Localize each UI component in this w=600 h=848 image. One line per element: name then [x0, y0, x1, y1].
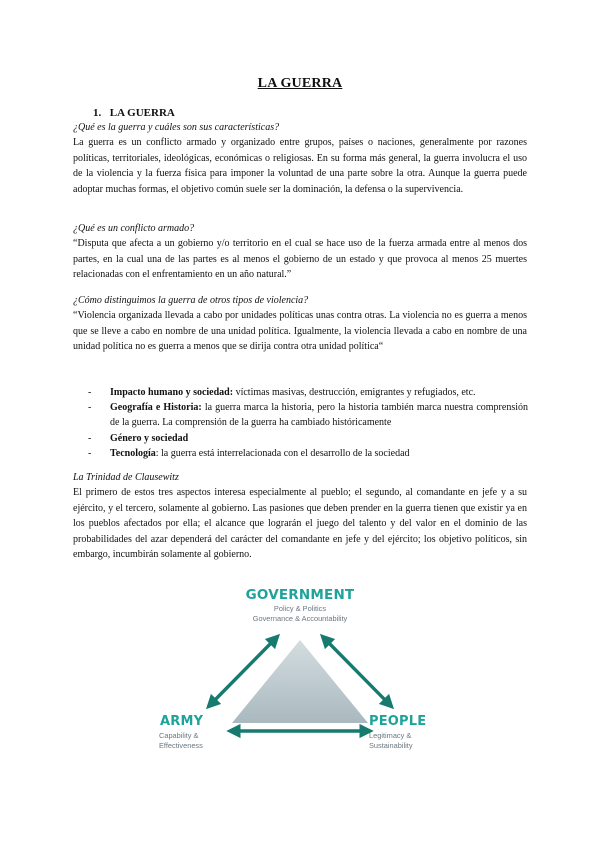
section-heading-text: LA GUERRA — [109, 107, 175, 119]
list-item — [88, 385, 528, 400]
list-item — [88, 431, 528, 446]
bullet-term: Tecnología — [110, 447, 156, 459]
document-title: LA GUERRA — [257, 76, 343, 91]
bullet-text: : la guerra está interrelacionada con el desarrollo de la sociedad — [155, 447, 410, 459]
trinity-diagram — [150, 583, 450, 765]
section-heading — [93, 107, 175, 119]
question-heading: ¿Qué es la guerra y cuáles son sus características? — [73, 122, 280, 133]
bullet-dash: - — [88, 402, 92, 414]
people-line-1: Legitimacy & — [369, 731, 412, 740]
definition-block — [73, 120, 527, 197]
bullet-dash: - — [88, 447, 92, 459]
bullet-text: víctimas masivas, destrucción, emigrantes y refugiados, etc. — [233, 387, 476, 398]
army-line-1: Capability & — [159, 731, 199, 740]
quote-paragraph: “Disputa que afecta a un gobierno y/o territorio en el cual se hace uso de la fuerza armada entre al menos dos partes, en la cual una de las partes es al menos el gobierno de un estado y que provoca al menos 25 muertes relacionadas con el enfrentamiento en un año natural.” — [73, 238, 527, 281]
bullet-dash: - — [88, 432, 92, 444]
trinity-triangle — [232, 640, 368, 723]
government-line-2: Governance & Accountability — [252, 613, 348, 623]
question-heading: ¿Qué es un conflicto armado? — [73, 223, 195, 234]
section-number: 1. — [93, 107, 102, 119]
question-heading: La Trinidad de Clausewitz — [73, 472, 179, 483]
army-line-2: Effectiveness — [159, 740, 203, 750]
trinity-block — [73, 470, 527, 562]
paragraph: La guerra es un conflicto armado y organizado entre grupos, países o naciones, generalmente por razones políticas, territoriales, ideológicas, económicas o religiosas. En su forma más general, la guerra involucra el uso de la violencia y la fuerza física para imponer la voluntad de una parte sobre la otra. Aunque la guerra puede adoptar muchas formas, el objetivo común suele ser la dominación, la defensa o la supervivencia. — [73, 137, 527, 195]
armed-conflict-block — [73, 221, 527, 283]
distinction-block — [73, 293, 527, 355]
list-item — [88, 446, 528, 461]
people-line-2: Sustainability — [369, 740, 413, 750]
army-title: ARMY — [160, 714, 204, 729]
quote-paragraph: “Violencia organizada llevada a cabo por unidades políticas unas contra otras. La violencia no es guerra a menos que se lleve a cabo en nombre de una unidad política. Igualmente, la violencia llevada a cabo en nombre de una unidad política no es guerra a menos que se dirija contra otra unidad política“ — [73, 310, 527, 353]
government-subtitle — [150, 604, 450, 623]
government-line-1: Policy & Politics — [273, 604, 327, 613]
bullet-dash: - — [88, 387, 92, 398]
bullet-list — [88, 385, 528, 461]
paragraph: El primero de estos tres aspectos interesa especialmente al pueblo; el segundo, al comandante en jefe y a su ejército, y el tercero, solamente al gobierno. Las pasiones que deben prender en la guerra tienen que existir ya en los pueblos afectados por ella; el alcance que lograrán el juego del talento y del valor en el dominio de las probabilidades del azar dependerá del carácter del comandante en jefe y del ejército; los objetivo políticos, sin embargo, incumbirán solamente al gobierno. — [73, 487, 527, 561]
list-item — [88, 400, 528, 430]
bullet-term: Género y sociedad — [110, 432, 189, 444]
bullet-term: Geografía e Historia: — [110, 402, 202, 414]
army-subtitle — [159, 731, 203, 750]
people-subtitle — [369, 731, 413, 750]
question-heading: ¿Cómo distinguimos la guerra de otros tipos de violencia? — [73, 295, 309, 306]
bullet-text: la guerra marca la historia, pero la historia también marca nuestra comprensión de la guerra. La comprensión de la guerra ha cambiado históricamente — [110, 402, 528, 429]
people-title: PEOPLE — [369, 714, 427, 729]
bullet-term: Impacto humano y sociedad: — [110, 387, 234, 398]
government-title: GOVERNMENT — [245, 587, 355, 603]
